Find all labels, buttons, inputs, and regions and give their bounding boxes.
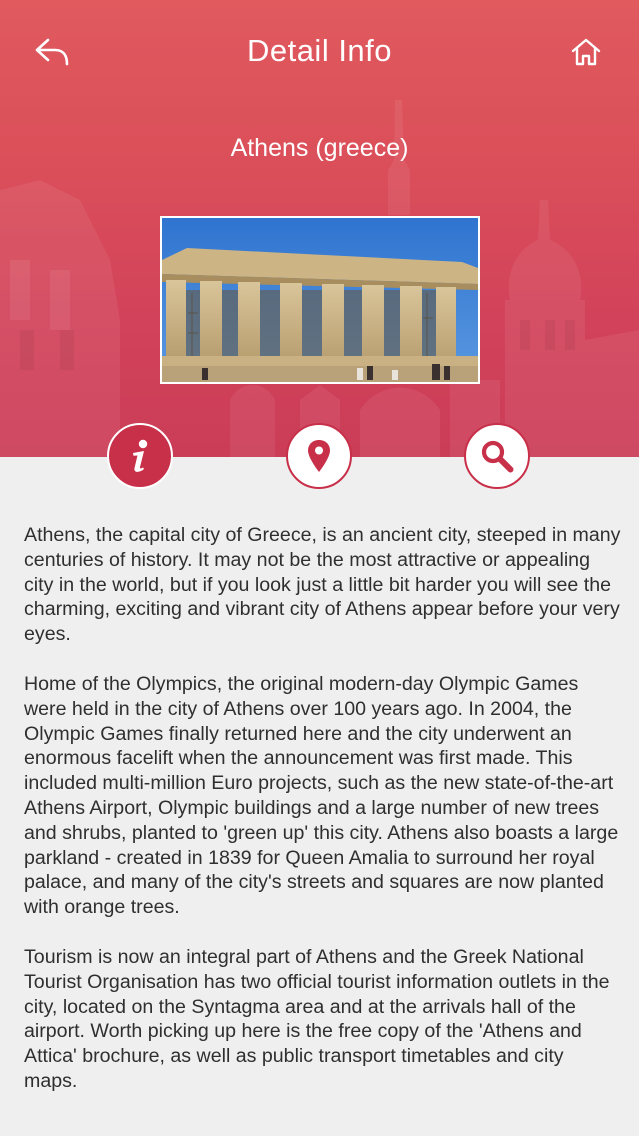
home-icon <box>570 37 602 67</box>
parthenon-photo <box>160 216 480 384</box>
info-icon <box>125 438 155 474</box>
description-paragraph: Athens, the capital city of Greece, is an ancient city, steeped in many centuries of history. It may not be the most attractive or appealing city in the world, but if you look just a little bit harder you will see the charming, exciting and vibrant city of Athens appear before your very eyes. <box>24 524 621 646</box>
description-paragraph: Tourism is now an integral part of Athens and the Greek National Tourist Organisation has two official tourist information outlets in the city, located on the Syntagma area and at the arrivals hall of the airport. Worth picking up here is the free copy of the 'Athens and Attica' brochure, as well as public transport timetables and city maps. <box>24 945 610 1092</box>
city-name: Athens (greece) <box>230 134 409 162</box>
map-button[interactable] <box>286 423 352 489</box>
header-hero <box>0 0 639 457</box>
page-title: Detail Info <box>246 33 393 68</box>
search-button[interactable] <box>464 423 530 489</box>
description-paragraph: Home of the Olympics, the original modern-day Olympic Games were held in the city of Athens over 100 years ago. In 2004, the Olympic Games finally returned here and the city underwent an enormous facelift when the announcement was first made. This included multi-million Euro projects, such as the new state-of-the-art Athens Airport, Olympic buildings and a large number of new trees and shrubs, planted to 'green up' this city. Athens also boasts a large parkland - created in 1839 for Queen Amalia to surround her royal palace, and many of the city's streets and squares are now planted with orange trees. <box>24 672 619 919</box>
map-pin-icon <box>306 439 332 473</box>
description <box>24 523 622 1119</box>
info-button[interactable] <box>107 423 173 489</box>
search-icon <box>480 439 514 473</box>
home-button[interactable] <box>564 30 608 74</box>
